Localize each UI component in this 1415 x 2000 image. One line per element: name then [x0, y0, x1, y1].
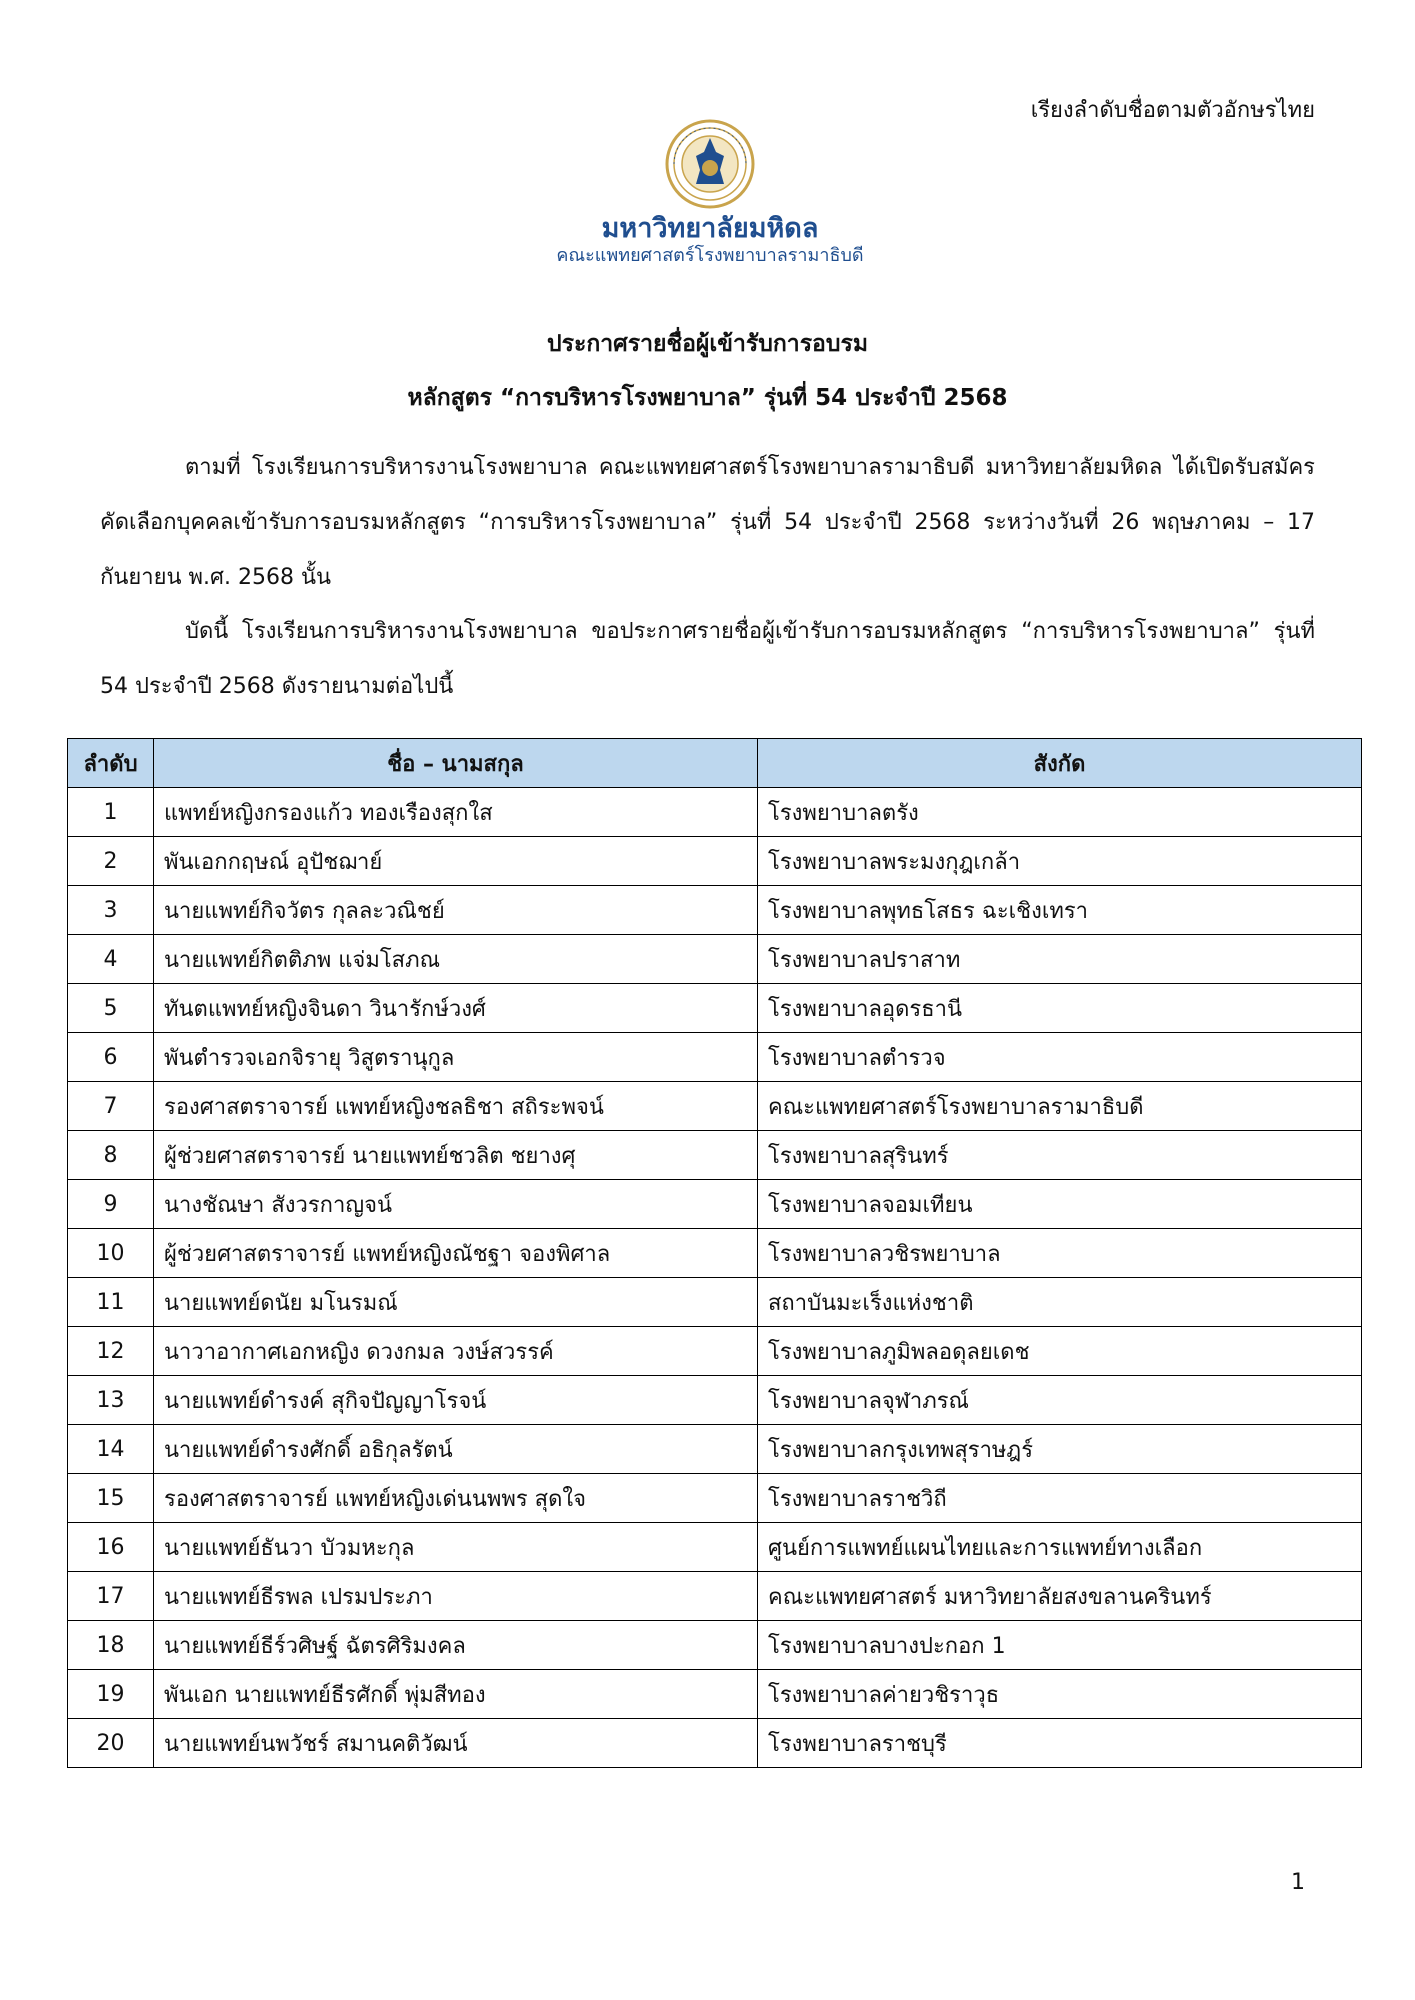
sort-order-note: เรียงลำดับชื่อตามตัวอักษรไทย [1030, 98, 1315, 123]
cell-affiliation: โรงพยาบาลสุรินทร์ [758, 1131, 1362, 1180]
table-row [68, 1376, 1362, 1425]
cell-name: นายแพทย์ดนัย มโนรมณ์ [154, 1278, 758, 1327]
announcement-title: ประกาศรายชื่อผู้เข้ารับการอบรม [547, 331, 868, 357]
cell-affiliation: โรงพยาบาลตรัง [758, 788, 1362, 837]
cell-no: 5 [68, 984, 154, 1033]
table-row [68, 1229, 1362, 1278]
table-row [68, 1131, 1362, 1180]
cell-no: 9 [68, 1180, 154, 1229]
cell-affiliation: โรงพยาบาลอุดรธานี [758, 984, 1362, 1033]
cell-name: รองศาสตราจารย์ แพทย์หญิงชลธิชา สถิระพจน์ [154, 1082, 758, 1131]
university-name: มหาวิทยาลัยมหิดล [601, 213, 819, 244]
announcement-paragraph-text: บัดนี้ โรงเรียนการบริหารงานโรงพยาบาล ขอประกาศรายชื่อผู้เข้ารับการอบรมหลักสูตร “การบริหารโรงพยาบาล” รุ่นที่ 54 ประจำปี 2568 ดังรายนามต่อไปนี้ [100, 619, 1315, 699]
cell-no: 15 [68, 1474, 154, 1523]
cell-name: นายแพทย์นพวัชร์ สมานคติวัฒน์ [154, 1719, 758, 1768]
cell-no: 4 [68, 935, 154, 984]
cell-affiliation: โรงพยาบาลราชวิถี [758, 1474, 1362, 1523]
cell-name: นายแพทย์กิตติภพ แจ่มโสภณ [154, 935, 758, 984]
cell-name: ผู้ช่วยศาสตราจารย์ แพทย์หญิงณัชฐา จองพิศาล [154, 1229, 758, 1278]
cell-affiliation: คณะแพทยศาสตร์โรงพยาบาลรามาธิบดี [758, 1082, 1362, 1131]
university-seal-icon [664, 118, 756, 210]
table-row [68, 886, 1362, 935]
cell-no: 10 [68, 1229, 154, 1278]
cell-name: นาวาอากาศเอกหญิง ดวงกมล วงษ์สวรรค์ [154, 1327, 758, 1376]
table-row [68, 788, 1362, 837]
header-affiliation: สังกัด [758, 739, 1362, 788]
participant-table [67, 738, 1362, 1768]
table-row [68, 1082, 1362, 1131]
cell-name: นายแพทย์ดำรงศักดิ์ อธิกุลรัตน์ [154, 1425, 758, 1474]
table-header-row [68, 739, 1362, 788]
course-title: หลักสูตร “การบริหารโรงพยาบาล” รุ่นที่ 54 ประจำปี 2568 [407, 385, 1008, 411]
cell-affiliation: สถาบันมะเร็งแห่งชาติ [758, 1278, 1362, 1327]
cell-no: 19 [68, 1670, 154, 1719]
cell-affiliation: โรงพยาบาลภูมิพลอดุลยเดช [758, 1327, 1362, 1376]
cell-affiliation: โรงพยาบาลกรุงเทพสุราษฎร์ [758, 1425, 1362, 1474]
cell-no: 7 [68, 1082, 154, 1131]
announcement-paragraph [100, 604, 1315, 714]
cell-affiliation: โรงพยาบาลจุฬาภรณ์ [758, 1376, 1362, 1425]
cell-name: นายแพทย์ธีร์วศิษฐ์ ฉัตรศิริมงคล [154, 1621, 758, 1670]
cell-no: 2 [68, 837, 154, 886]
cell-affiliation: โรงพยาบาลค่ายวชิราวุธ [758, 1670, 1362, 1719]
cell-affiliation: โรงพยาบาลจอมเทียน [758, 1180, 1362, 1229]
cell-name: ทันตแพทย์หญิงจินดา วินารักษ์วงศ์ [154, 984, 758, 1033]
cell-no: 1 [68, 788, 154, 837]
header-no: ลำดับ [68, 739, 154, 788]
university-logo [520, 118, 900, 288]
cell-name: นางชัณษา สังวรกาญจน์ [154, 1180, 758, 1229]
cell-affiliation: ศูนย์การแพทย์แผนไทยและการแพทย์ทางเลือก [758, 1523, 1362, 1572]
table-row [68, 935, 1362, 984]
cell-no: 18 [68, 1621, 154, 1670]
faculty-name: คณะแพทยศาสตร์โรงพยาบาลรามาธิบดี [556, 244, 864, 266]
cell-name: แพทย์หญิงกรองแก้ว ทองเรืองสุกใส [154, 788, 758, 837]
table-row [68, 1719, 1362, 1768]
table-row [68, 1278, 1362, 1327]
cell-name: นายแพทย์ธีรพล เปรมประภา [154, 1572, 758, 1621]
cell-no: 17 [68, 1572, 154, 1621]
cell-affiliation: โรงพยาบาลปราสาท [758, 935, 1362, 984]
table-row [68, 1572, 1362, 1621]
table-row [68, 984, 1362, 1033]
cell-no: 16 [68, 1523, 154, 1572]
cell-affiliation: โรงพยาบาลตำรวจ [758, 1033, 1362, 1082]
cell-no: 13 [68, 1376, 154, 1425]
table-row [68, 1180, 1362, 1229]
table-row [68, 1425, 1362, 1474]
cell-name: ผู้ช่วยศาสตราจารย์ นายแพทย์ชวลิต ชยางศุ [154, 1131, 758, 1180]
table-row [68, 1670, 1362, 1719]
table-row [68, 1474, 1362, 1523]
cell-affiliation: โรงพยาบาลราชบุรี [758, 1719, 1362, 1768]
cell-name: นายแพทย์ดำรงค์ สุกิจปัญญาโรจน์ [154, 1376, 758, 1425]
cell-no: 8 [68, 1131, 154, 1180]
cell-name: รองศาสตราจารย์ แพทย์หญิงเด่นนพพร สุดใจ [154, 1474, 758, 1523]
intro-paragraph [100, 440, 1315, 605]
table-row [68, 837, 1362, 886]
table-body [68, 788, 1362, 1768]
cell-name: พันตำรวจเอกจิรายุ วิสูตรานุกูล [154, 1033, 758, 1082]
table-row [68, 1327, 1362, 1376]
cell-affiliation: โรงพยาบาลพุทธโสธร ฉะเชิงเทรา [758, 886, 1362, 935]
table-row [68, 1523, 1362, 1572]
cell-no: 20 [68, 1719, 154, 1768]
cell-no: 12 [68, 1327, 154, 1376]
table-row [68, 1621, 1362, 1670]
cell-no: 11 [68, 1278, 154, 1327]
cell-affiliation: คณะแพทยศาสตร์ มหาวิทยาลัยสงขลานครินทร์ [758, 1572, 1362, 1621]
cell-affiliation: โรงพยาบาลวชิรพยาบาล [758, 1229, 1362, 1278]
cell-name: นายแพทย์ธันวา บัวมหะกุล [154, 1523, 758, 1572]
intro-paragraph-text: ตามที่ โรงเรียนการบริหารงานโรงพยาบาล คณะแพทยศาสตร์โรงพยาบาลรามาธิบดี มหาวิทยาลัยมหิดล ได้เปิดรับสมัครคัดเลือกบุคคลเข้ารับการอบรมหลักสูตร “การบริหารโรงพยาบาล” รุ่นที่ 54 ประจำปี 2568 ระหว่างวันที่ 26 พฤษภาคม – 17 กันยายน พ.ศ. 2568 นั้น [100, 455, 1315, 590]
table-row [68, 1033, 1362, 1082]
cell-affiliation: โรงพยาบาลบางปะกอก 1 [758, 1621, 1362, 1670]
cell-no: 6 [68, 1033, 154, 1082]
cell-affiliation: โรงพยาบาลพระมงกุฎเกล้า [758, 837, 1362, 886]
header-name: ชื่อ – นามสกุล [154, 739, 758, 788]
cell-name: นายแพทย์กิจวัตร กุลละวณิชย์ [154, 886, 758, 935]
cell-name: พันเอกกฤษณ์ อุปัชฌาย์ [154, 837, 758, 886]
cell-no: 3 [68, 886, 154, 935]
cell-no: 14 [68, 1425, 154, 1474]
page-number: 1 [1291, 1870, 1305, 1895]
cell-name: พันเอก นายแพทย์ธีรศักดิ์ พุ่มสีทอง [154, 1670, 758, 1719]
